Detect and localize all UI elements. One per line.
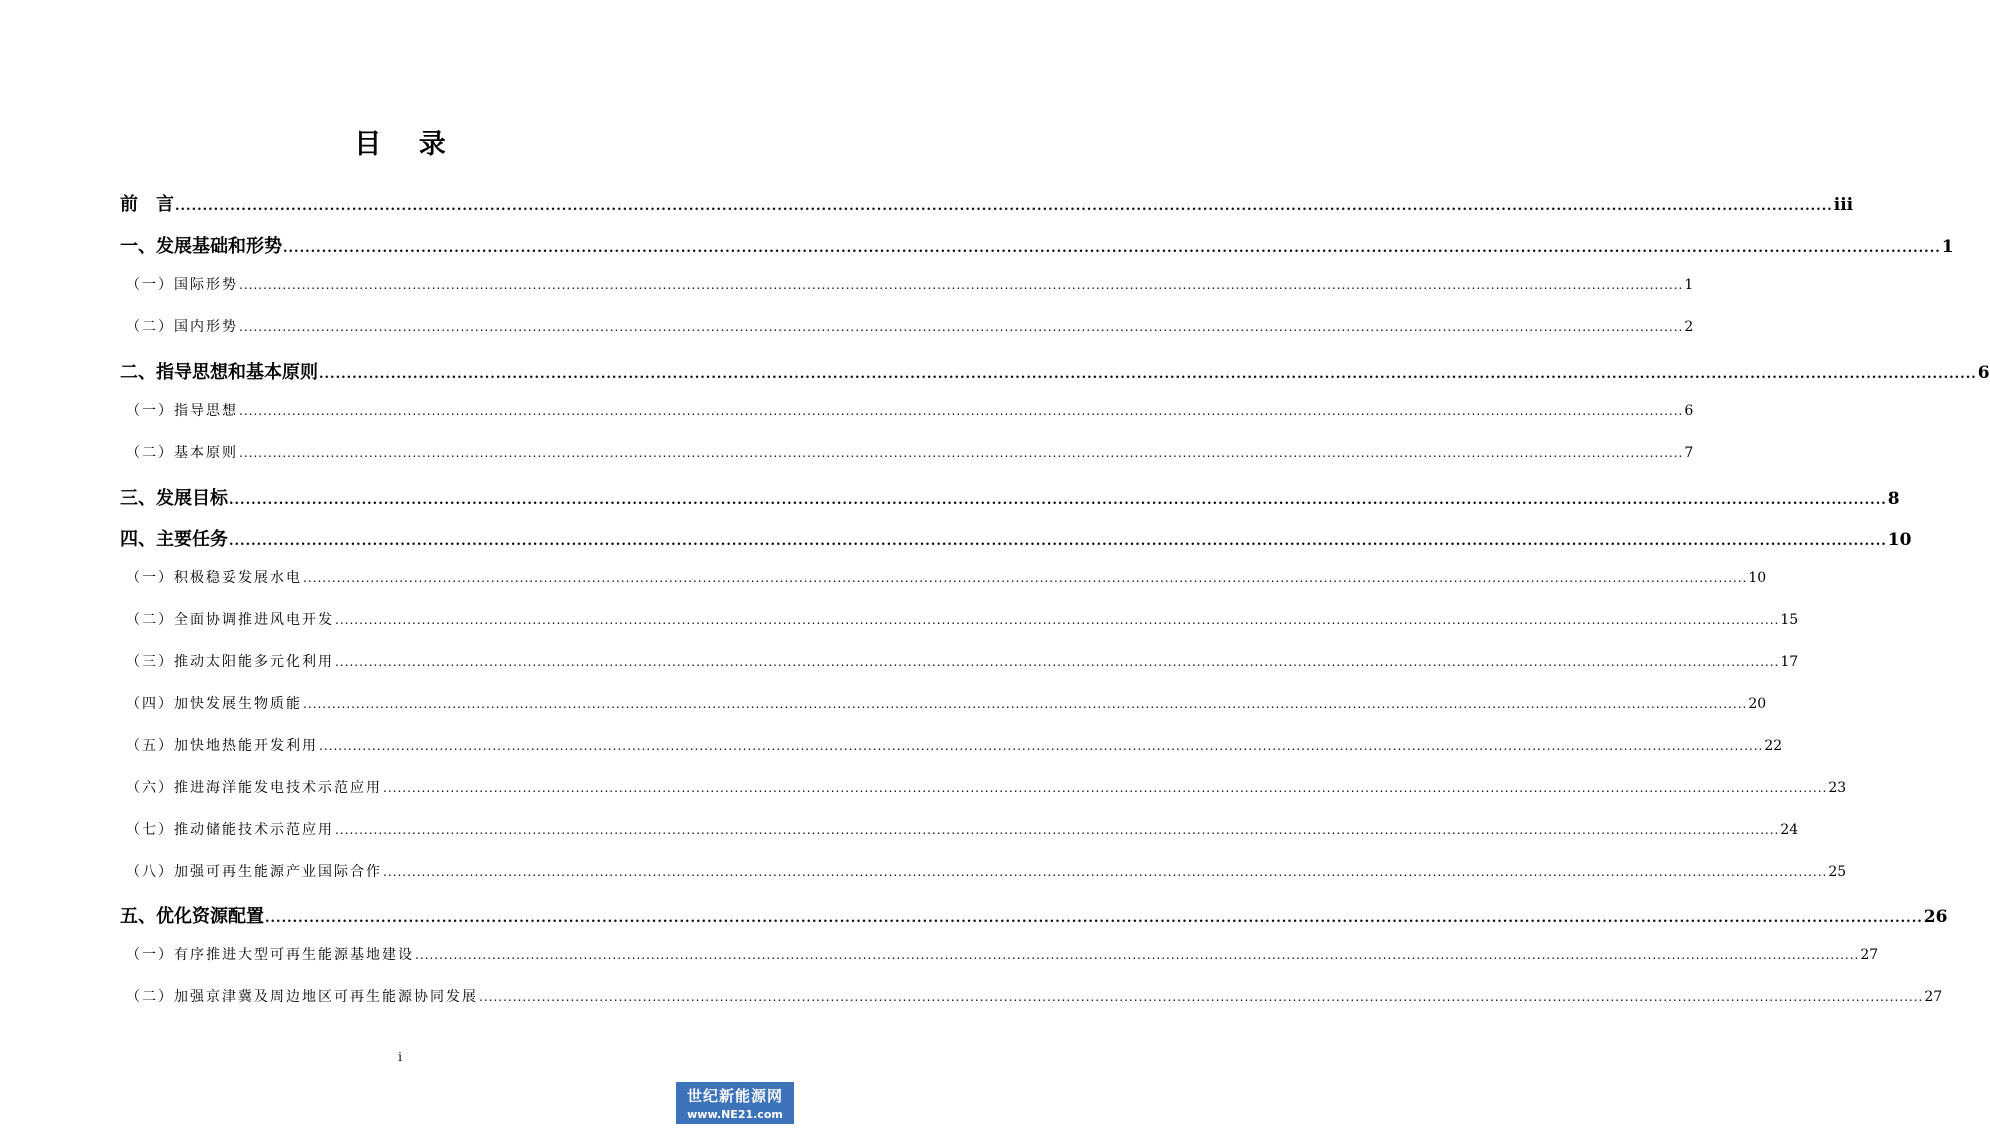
toc-dot-leader: ............................................................................................................................................................................................................................................................................................................ [335,655,1780,669]
toc-dot-leader: ............................................................................................................................................................................................................................................................................................................ [175,199,1833,214]
toc-entry-page: 15 [1780,612,1799,628]
toc-entry-page: 17 [1780,654,1799,670]
toc-entry [120,819,1799,849]
toc-entry [120,651,1799,681]
toc-dot-leader: ............................................................................................................................................................................................................................................................................................................ [239,320,1684,334]
toc-entry [120,442,1694,472]
toc-entry-page: 2 [1684,319,1694,335]
toc-entry-label: （一）国际形势 [126,277,238,293]
toc-entry-label: （二）加强京津冀及周边地区可再生能源协同发展 [126,989,478,1005]
toc-entry-label: 四、主要任务 [120,529,228,550]
toc-dot-leader: ............................................................................................................................................................................................................................................................................................................ [335,613,1780,627]
toc-entry-label: （一）指导思想 [126,403,238,419]
toc-dot-leader: ............................................................................................................................................................................................................................................................................................................ [283,241,1941,256]
toc-entry [120,861,1847,891]
toc-entry-label: 三、发展目标 [120,488,228,509]
toc-entry-page: 27 [1924,989,1943,1005]
toc-entry-page: 24 [1780,822,1799,838]
toc-entry-page: 7 [1684,445,1694,461]
toc-dot-leader: ............................................................................................................................................................................................................................................................................................................ [335,823,1780,837]
toc-entry-label: （八）加强可再生能源产业国际合作 [126,864,382,880]
toc-entry-label: （三）推动太阳能多元化利用 [126,654,334,670]
toc-entry-label: 一、发展基础和形势 [120,236,282,257]
toc-entry-page: 25 [1828,864,1847,880]
toc-entry [120,316,1694,346]
toc-entry [120,944,1879,974]
toc-entry [120,232,1954,262]
toc-entry [120,358,1990,388]
page-number: i [398,1050,402,1064]
toc-entry-page: 10 [1887,530,1912,550]
toc-dot-leader: ............................................................................................................................................................................................................................................................................................................ [415,948,1860,962]
toc-dot-leader: ............................................................................................................................................................................................................................................................................................................ [239,278,1684,292]
toc-entry [120,986,1943,1016]
toc-entry-label: （一）有序推进大型可再生能源基地建设 [126,947,414,963]
toc-entry-page: iii [1833,195,1854,215]
toc-entry [120,484,1900,514]
toc-entry-label: （七）推动储能技术示范应用 [126,822,334,838]
toc-entry-page: 20 [1748,696,1767,712]
toc-entry-page: 22 [1764,738,1783,754]
toc-entry-page: 26 [1923,907,1948,927]
toc-entry-label: （五）加快地热能开发利用 [126,738,318,754]
toc-entry-page: 8 [1887,489,1900,509]
toc-dot-leader: ............................................................................................................................................................................................................................................................................................................ [383,781,1828,795]
toc-entry-page: 6 [1684,403,1694,419]
toc-entry [120,567,1767,597]
toc-entry [120,400,1694,430]
toc-entry-label: 五、优化资源配置 [120,906,264,927]
toc-dot-leader: ............................................................................................................................................................................................................................................................................................................ [479,990,1924,1004]
toc-entry-page: 23 [1828,780,1847,796]
toc-dot-leader: ............................................................................................................................................................................................................................................................................................................ [229,534,1887,549]
toc-entry-page: 10 [1748,570,1767,586]
toc-dot-leader: ............................................................................................................................................................................................................................................................................................................ [319,739,1764,753]
toc-entry-label: （六）推进海洋能发电技术示范应用 [126,780,382,796]
toc-entry-page: 6 [1977,363,1990,383]
toc-entry-label: （二）基本原则 [126,445,238,461]
watermark-name: 世纪新能源网 [686,1087,783,1105]
toc-entry-label: 前 言 [120,194,174,215]
toc-entry-page: 27 [1860,947,1879,963]
toc-dot-leader: ............................................................................................................................................................................................................................................................................................................ [239,446,1684,460]
toc-dot-leader: ............................................................................................................................................................................................................................................................................................................ [383,865,1828,879]
toc-dot-leader: ............................................................................................................................................................................................................................................................................................................ [239,404,1684,418]
toc-entry [120,609,1799,639]
toc-entry-page: 1 [1941,237,1954,257]
watermark-logo [676,1082,794,1124]
toc-entry [120,693,1767,723]
page-title: 目 录 [354,129,460,160]
toc-dot-leader: ............................................................................................................................................................................................................................................................................................................ [229,493,1887,508]
toc-entry [120,525,1912,555]
toc-entry-label: （四）加快发展生物质能 [126,696,302,712]
toc-entry-label: （一）积极稳妥发展水电 [126,570,302,586]
toc-entry-label: 二、指导思想和基本原则 [120,362,318,383]
toc-dot-leader: ............................................................................................................................................................................................................................................................................................................ [319,367,1977,382]
toc-entry [120,190,1854,220]
toc-dot-leader: ............................................................................................................................................................................................................................................................................................................ [303,571,1748,585]
toc-entry [120,274,1694,304]
toc-dot-leader: ............................................................................................................................................................................................................................................................................................................ [265,911,1923,926]
toc-dot-leader: ............................................................................................................................................................................................................................................................................................................ [303,697,1748,711]
toc-entry [120,902,1948,932]
toc-entry [120,735,1783,765]
toc-entry-label: （二）国内形势 [126,319,238,335]
watermark-url: www.NE21.com [687,1108,783,1121]
toc-entry-label: （二）全面协调推进风电开发 [126,612,334,628]
toc-entry-page: 1 [1684,277,1694,293]
toc-entry [120,777,1847,807]
